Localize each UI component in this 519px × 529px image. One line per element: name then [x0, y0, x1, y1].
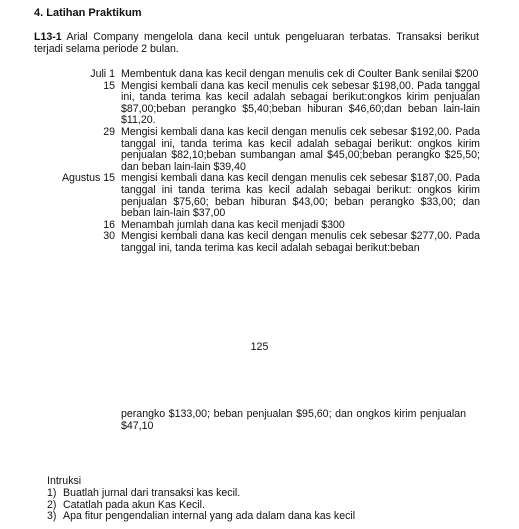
transaction-entry: [30, 81, 480, 127]
instruction-text: Apa fitur pengendalian internal yang ada dalam dana kas kecil: [63, 510, 356, 523]
instruction-text: Catatlah pada akun Kas Kecil.: [63, 498, 205, 511]
entry-text: Mengisi kembali dana kas kecil dengan menulis cek sebesar $192,00. Pada tanggal ini, tanda terima kas kecil adalah sebagai berikut: ongkos kirim penjualan $82,10;beban sumbangan amal $45,00;beban perangko $25,50; dan beban lain-lain $39,40: [121, 125, 480, 173]
continued-text: perangko $133,00; beban penjualan $95,60; dan ongkos kirim penjualan $47,10: [121, 408, 466, 432]
entry-text: Menambah jumlah dana kas kecil menjadi $300: [121, 218, 345, 231]
transaction-entry: [30, 127, 480, 173]
instruction-number: 3): [47, 510, 57, 523]
entry-date: 15: [103, 79, 115, 92]
instruction-number: 1): [47, 487, 57, 499]
entry-text: mengisi kembali dana kas kecil dengan menulis cek sebesar $187,00. Pada tanggal ini tanda terima kas kecil adalah sebagai berikut: ongkos kirim penjualan $75,60; beban hiburan $43,00; beban perangko $33,00; dan beban lain-lain $37,00: [121, 172, 480, 220]
instruction-text: Buatlah jurnal dari transaksi kas kecil.: [63, 487, 241, 499]
transaction-entry: [30, 231, 480, 254]
problem-text: Arial Company mengelola dana kecil untuk pengeluaran terbatas. Transaksi berikut terjadi selama periode 2 bulan.: [34, 31, 479, 55]
problem-intro: [34, 32, 479, 55]
instructions-title: Intruksi: [47, 475, 82, 487]
entry-date: Juli 1: [90, 68, 115, 80]
transaction-entry: [30, 173, 480, 219]
entry-date: 29: [103, 125, 115, 138]
entry-text: Mengisi kembali dana kas kecil menulis cek sebesar $198,00. Pada tanggal ini, tanda terima kas kecil adalah sebagai berikut:ongkos kirim penjualan $87,00;beban perangko $5,40;beban hiburan $46,60;dan beban lain-lain $11,20.: [121, 79, 480, 127]
instruction-number: 2): [47, 498, 57, 511]
transaction-list: [30, 69, 480, 255]
page-126: [0, 372, 519, 529]
instruction-item: [47, 488, 355, 500]
entry-text: Mengisi kembali dana kas kecil dengan menulis cek sebesar $277,00. Pada tanggal ini, tanda terima kas kecil adalah sebagai berikut:beban: [121, 230, 480, 254]
entry-date: 16: [103, 218, 115, 231]
instruction-item: [47, 511, 355, 523]
page-number: 125: [250, 341, 269, 353]
section-heading: 4. Latihan Praktikum: [34, 7, 142, 19]
entry-date: 30: [103, 230, 115, 243]
transaction-entry: [30, 69, 480, 81]
entry-text: Membentuk dana kas kecil dengan menulis cek di Coulter Bank senilai $200: [121, 68, 479, 80]
entry-date: Agustus 15: [61, 172, 115, 185]
page-gap: [0, 362, 519, 372]
problem-code: L13-1: [34, 31, 62, 43]
instructions-list: [47, 488, 355, 523]
